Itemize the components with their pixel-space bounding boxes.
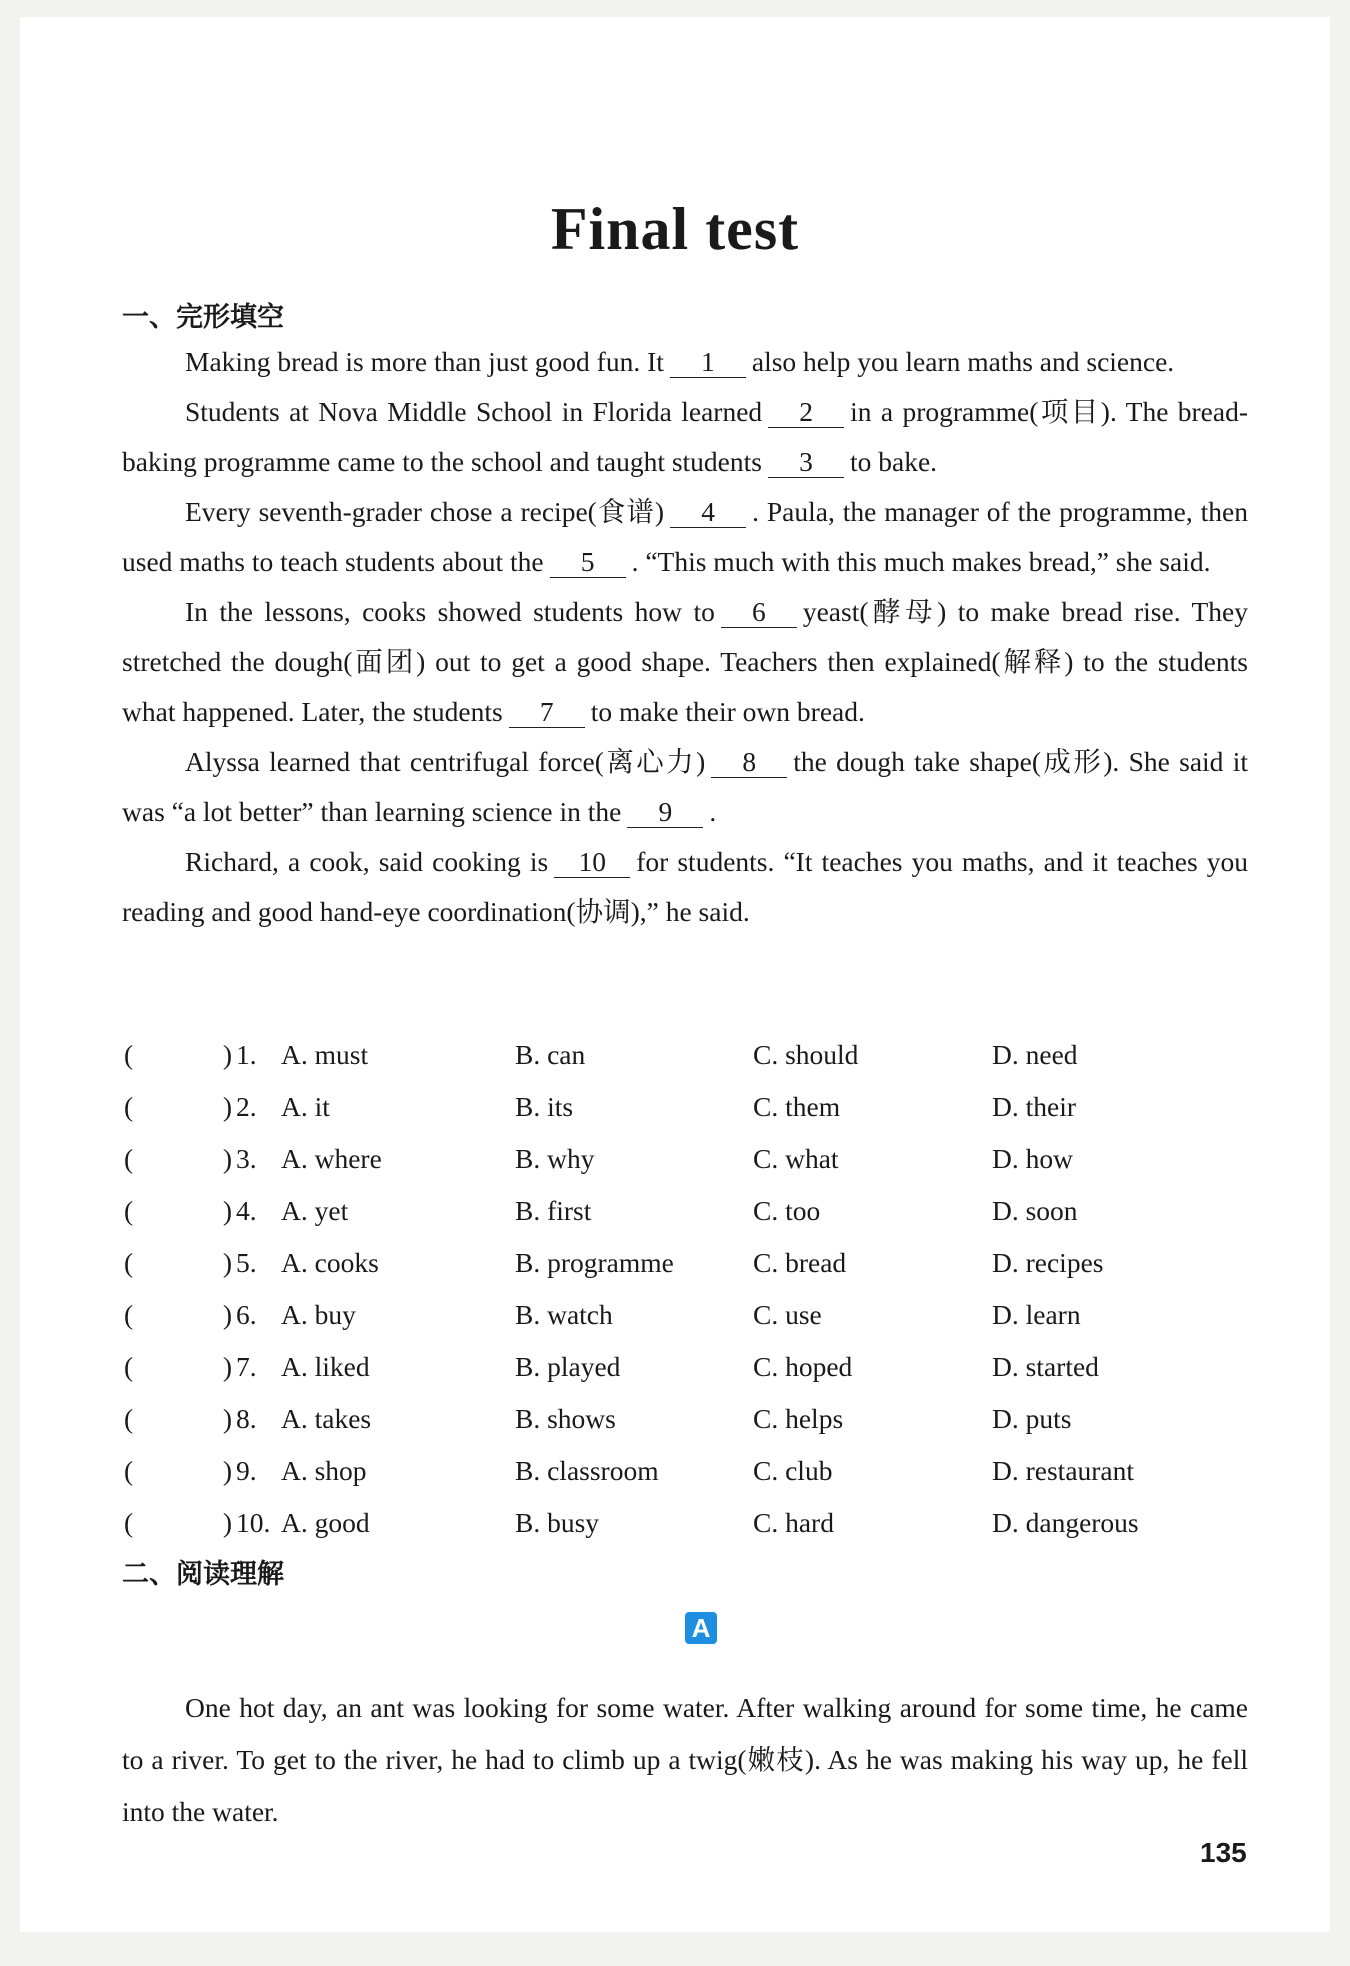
answer-blank: 5	[550, 547, 626, 578]
option-b: B. why	[515, 1143, 595, 1174]
question-row	[122, 1237, 1262, 1289]
answer-paren[interactable]	[122, 1195, 234, 1227]
answer-blank: 9	[627, 797, 703, 828]
option-a: A. yet	[281, 1195, 349, 1226]
cloze-paragraph	[122, 587, 1248, 737]
paren-open: (	[124, 1143, 134, 1174]
option-a: A. it	[281, 1091, 330, 1122]
option-b: B. programme	[515, 1247, 674, 1278]
question-row	[122, 1445, 1262, 1497]
option-d: D. need	[992, 1039, 1078, 1070]
option-a: A. takes	[281, 1403, 372, 1434]
option-b: B. can	[515, 1039, 586, 1070]
paren-open: (	[124, 1091, 134, 1122]
option-a: A. shop	[281, 1455, 367, 1486]
paren-open: (	[124, 1039, 134, 1070]
answer-blank: 6	[721, 597, 797, 628]
paren-close: )	[222, 1299, 232, 1330]
paren-close: )	[222, 1455, 232, 1486]
question-row	[122, 1393, 1262, 1445]
passage-text: In the lessons, cooks showed students how to	[185, 596, 715, 627]
option-d: D. recipes	[992, 1247, 1104, 1278]
answer-blank: 3	[768, 447, 844, 478]
passage-text: Students at Nova Middle School in Florida learned	[185, 396, 763, 427]
paren-close: )	[222, 1091, 232, 1122]
answer-blank: 7	[509, 697, 585, 728]
option-c: C. use	[753, 1299, 822, 1330]
question-options	[122, 1029, 1262, 1549]
question-number: 6.	[236, 1299, 257, 1330]
question-row	[122, 1081, 1262, 1133]
option-c: C. what	[753, 1143, 839, 1174]
option-a: A. where	[281, 1143, 382, 1174]
paren-close: )	[222, 1143, 232, 1174]
reading-paragraph: One hot day, an ant was looking for some water. After walking around for some time, he came to a river. To get to the river, he had to climb up a twig(嫩枝). As he was making his way up, he fell into the water.	[122, 1692, 1248, 1827]
passage-label-badge: A	[685, 1612, 717, 1644]
option-c: C. too	[753, 1195, 821, 1226]
option-d: D. restaurant	[992, 1455, 1135, 1486]
worksheet-page	[20, 17, 1330, 1932]
answer-paren[interactable]	[122, 1247, 234, 1279]
passage-text: in a programme(项目). The bread-baking programme came to the school and taught students	[122, 396, 1248, 477]
cloze-paragraph	[122, 737, 1248, 837]
paren-open: (	[124, 1195, 134, 1226]
question-row	[122, 1289, 1262, 1341]
paren-close: )	[222, 1351, 232, 1382]
paren-open: (	[124, 1455, 134, 1486]
question-number: 5.	[236, 1247, 257, 1278]
paren-close: )	[222, 1247, 232, 1278]
cloze-passage	[122, 337, 1248, 937]
passage-text: also help you learn maths and science.	[751, 346, 1175, 377]
passage-text: .	[709, 796, 717, 827]
paren-close: )	[222, 1403, 232, 1434]
paren-open: (	[124, 1299, 134, 1330]
answer-paren[interactable]	[122, 1351, 234, 1383]
answer-blank: 8	[711, 747, 787, 778]
answer-paren[interactable]	[122, 1299, 234, 1331]
question-number: 4.	[236, 1195, 257, 1226]
passage-text: Every seventh-grader chose a recipe(食谱)	[185, 496, 665, 527]
section-heading-reading: 二、阅读理解	[122, 1559, 284, 1590]
paren-close: )	[222, 1195, 232, 1226]
option-a: A. buy	[281, 1299, 356, 1330]
answer-paren[interactable]	[122, 1143, 234, 1175]
passage-text: for students. “It teaches you maths, and it teaches you reading and good hand-eye coordination(协调),” he said.	[122, 846, 1249, 927]
answer-paren[interactable]	[122, 1403, 234, 1435]
passage-text: the dough take shape(成形). She said it was “a lot better” than learning science in the	[122, 746, 1248, 827]
question-number: 2.	[236, 1091, 257, 1122]
paren-close: )	[222, 1039, 232, 1070]
paren-open: (	[124, 1507, 134, 1538]
question-row	[122, 1029, 1262, 1081]
answer-blank: 10	[554, 847, 630, 878]
option-c: C. hard	[753, 1507, 834, 1538]
passage-text: Richard, a cook, said cooking is	[185, 846, 549, 877]
passage-text: Making bread is more than just good fun. It	[185, 346, 664, 377]
option-d: D. how	[992, 1143, 1073, 1174]
option-c: C. club	[753, 1455, 833, 1486]
option-d: D. soon	[992, 1195, 1078, 1226]
option-d: D. learn	[992, 1299, 1081, 1330]
answer-blank: 4	[670, 497, 746, 528]
passage-text: to make their own bread.	[590, 696, 865, 727]
option-c: C. should	[753, 1039, 859, 1070]
option-a: A. liked	[281, 1351, 370, 1382]
passage-text: yeast(酵母) to make bread rise. They stretched the dough(面团) out to get a good shape. Teachers then explained(解释) to the students what happened. Later, the students	[122, 596, 1248, 727]
passage-text: to bake.	[849, 446, 938, 477]
cloze-paragraph	[122, 837, 1248, 937]
option-d: D. started	[992, 1351, 1099, 1382]
option-d: D. puts	[992, 1403, 1072, 1434]
question-number: 10.	[236, 1507, 271, 1538]
paren-open: (	[124, 1403, 134, 1434]
option-c: C. helps	[753, 1403, 844, 1434]
option-d: D. their	[992, 1091, 1077, 1122]
answer-blank: 2	[768, 397, 844, 428]
cloze-paragraph	[122, 387, 1248, 487]
question-number: 7.	[236, 1351, 257, 1382]
option-b: B. its	[515, 1091, 574, 1122]
question-number: 9.	[236, 1455, 257, 1486]
option-b: B. played	[515, 1351, 621, 1382]
question-row	[122, 1133, 1262, 1185]
page-number: 135	[1200, 1837, 1247, 1868]
option-a: A. must	[281, 1039, 369, 1070]
option-a: A. cooks	[281, 1247, 379, 1278]
answer-paren[interactable]	[122, 1091, 234, 1123]
cloze-paragraph	[122, 337, 1248, 387]
reading-passage	[122, 1682, 1248, 1838]
option-c: C. them	[753, 1091, 841, 1122]
option-b: B. classroom	[515, 1455, 659, 1486]
question-number: 3.	[236, 1143, 257, 1174]
question-row	[122, 1185, 1262, 1237]
option-c: C. bread	[753, 1247, 847, 1278]
paren-open: (	[124, 1247, 134, 1278]
passage-text: . “This much with this much makes bread,” she said.	[631, 546, 1211, 577]
cloze-paragraph	[122, 487, 1248, 587]
section-heading-cloze: 一、完形填空	[122, 302, 284, 333]
option-b: B. busy	[515, 1507, 600, 1538]
answer-paren[interactable]	[122, 1507, 234, 1539]
option-d: D. dangerous	[992, 1507, 1139, 1538]
option-b: B. watch	[515, 1299, 613, 1330]
page-title: Final test	[550, 196, 800, 262]
answer-paren[interactable]	[122, 1039, 234, 1071]
question-number: 1.	[236, 1039, 257, 1070]
option-a: A. good	[281, 1507, 370, 1538]
question-row	[122, 1341, 1262, 1393]
question-number: 8.	[236, 1403, 257, 1434]
passage-text: Alyssa learned that centrifugal force(离心力)	[185, 746, 706, 777]
answer-blank: 1	[670, 347, 746, 378]
option-b: B. first	[515, 1195, 592, 1226]
question-row	[122, 1497, 1262, 1549]
passage-text: . Paula, the manager of the programme, then used maths to teach students about the	[122, 496, 1248, 577]
option-c: C. hoped	[753, 1351, 853, 1382]
paren-open: (	[124, 1351, 134, 1382]
paren-close: )	[222, 1507, 232, 1538]
answer-paren[interactable]	[122, 1455, 234, 1487]
option-b: B. shows	[515, 1403, 616, 1434]
